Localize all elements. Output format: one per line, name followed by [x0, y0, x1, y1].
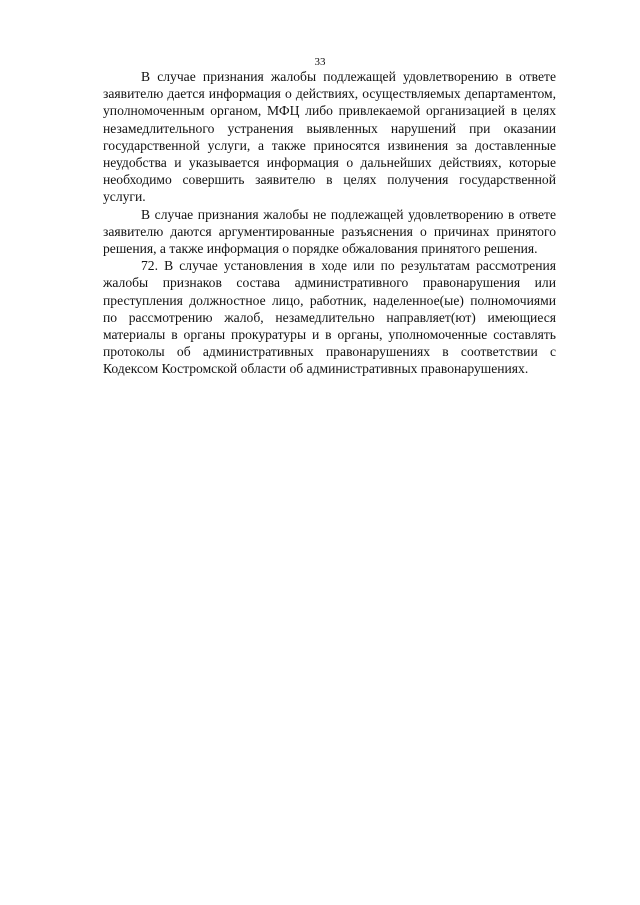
page-number: 33: [314, 56, 326, 68]
document-body: [103, 68, 556, 378]
paragraph-72-violation-referral: 72. В случае установления в ходе или по результатам рассмотрения жалобы признаков состава административного правонарушения или преступления должностное лицо, работник, наделенное(ые) полномочиями по рассмотрению жалоб, незамедлительно направляет(ют) имеющиеся материалы в органы прокуратуры и в органы, уполномоченные составлять протоколы об административных правонарушениях в соответствии с Кодексом Костромской области об административных правонарушениях.: [103, 258, 556, 377]
paragraph-complaint-satisfied: В случае признания жалобы подлежащей удовлетворению в ответе заявителю дается информация о действиях, осуществляемых департаментом, уполномоченным органом, МФЦ либо привлекаемой организацией в целях незамедлительного устранения выявленных нарушений при оказании государственной услуги, а также приносятся извинения за доставленные неудобства и указывается информация о дальнейших действиях, которые необходимо совершить заявителю в целях получения государственной услуги.: [103, 69, 556, 205]
paragraph-complaint-rejected: В случае признания жалобы не подлежащей удовлетворению в ответе заявителю даются аргументированные разъяснения о причинах принятого решения, а также информация о порядке обжалования принятого решения.: [103, 206, 556, 257]
